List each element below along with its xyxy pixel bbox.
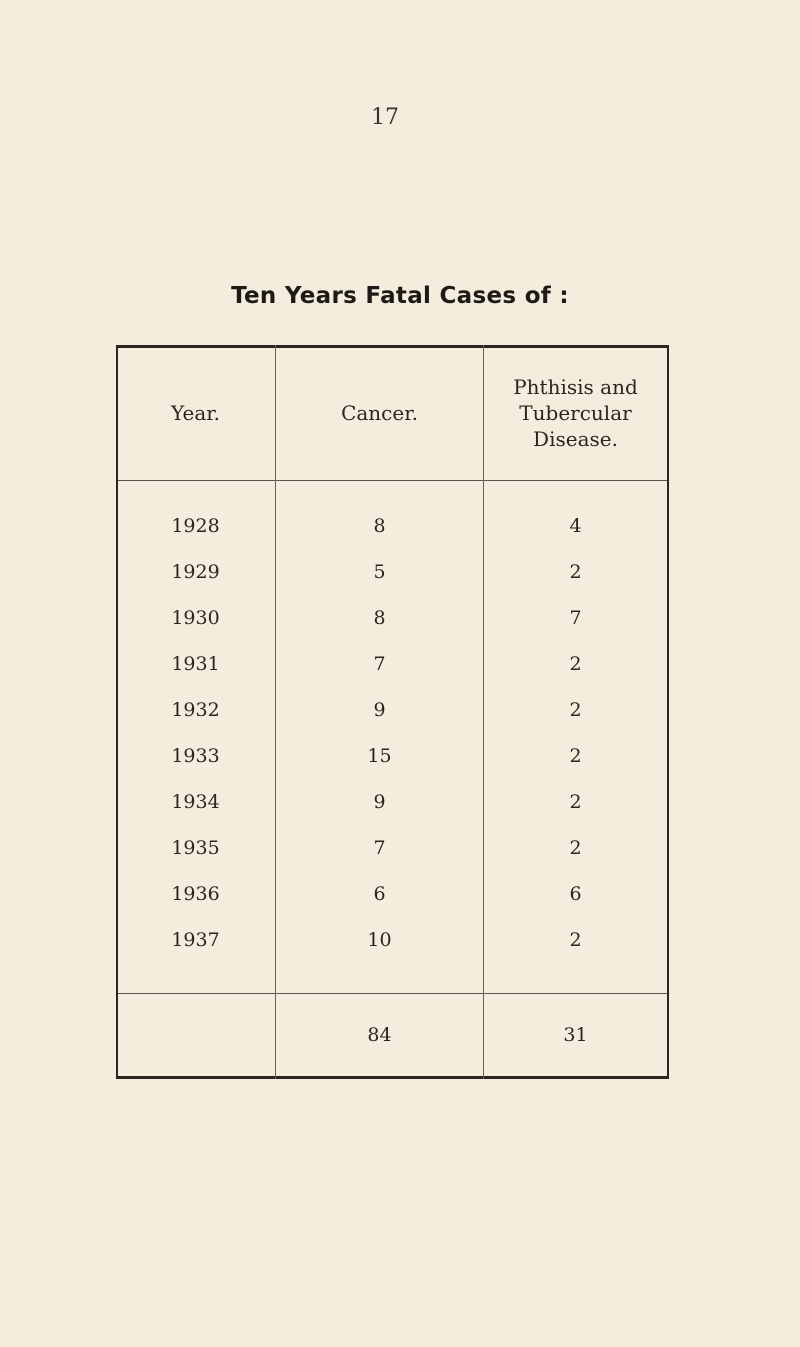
phthisis-cell: 6 <box>569 883 582 905</box>
table-row <box>116 917 669 963</box>
phthisis-cell: 4 <box>569 515 582 537</box>
table-row <box>116 825 669 871</box>
cancer-cell: 15 <box>367 745 392 767</box>
year-cell: 1933 <box>171 745 220 767</box>
cancer-cell: 8 <box>373 515 386 537</box>
total-cancer-cell: 84 <box>367 1024 392 1046</box>
phthisis-cell: 2 <box>569 837 582 859</box>
phthisis-cell: 2 <box>569 699 582 721</box>
total-year-cell <box>116 994 275 1076</box>
totals-row <box>116 994 669 1076</box>
phthisis-cell: 2 <box>569 561 582 583</box>
cancer-cell: 5 <box>373 561 386 583</box>
fatal-cases-table <box>116 345 669 1079</box>
page-title: Ten Years Fatal Cases of : <box>231 283 569 309</box>
header-year <box>116 345 275 480</box>
cancer-cell: 9 <box>373 791 386 813</box>
year-cell: 1935 <box>171 837 220 859</box>
phthisis-cell: 7 <box>569 607 582 629</box>
year-cell: 1929 <box>171 561 220 583</box>
table-row <box>116 503 669 549</box>
phthisis-cell: 2 <box>569 929 582 951</box>
cancer-cell: 10 <box>367 929 392 951</box>
year-cell: 1936 <box>171 883 220 905</box>
year-cell: 1930 <box>171 607 220 629</box>
year-cell: 1937 <box>171 929 220 951</box>
year-cell: 1928 <box>171 515 220 537</box>
header-phthisis-line-3: Disease. <box>533 426 618 451</box>
phthisis-cell: 2 <box>569 745 582 767</box>
header-cancer <box>276 345 483 480</box>
header-cancer-label: Cancer. <box>341 400 418 425</box>
year-cell: 1934 <box>171 791 220 813</box>
cancer-cell: 6 <box>373 883 386 905</box>
phthisis-cell: 2 <box>569 791 582 813</box>
table-row <box>116 687 669 733</box>
cancer-cell: 9 <box>373 699 386 721</box>
year-cell: 1932 <box>171 699 220 721</box>
page-number: 17 <box>371 105 399 130</box>
table-row <box>116 641 669 687</box>
header-phthisis-line-2: Tubercular <box>519 400 632 425</box>
year-cell: 1931 <box>171 653 220 675</box>
cancer-cell: 7 <box>373 653 386 675</box>
cancer-cell: 7 <box>373 837 386 859</box>
table-row <box>116 595 669 641</box>
header-divider <box>116 480 669 481</box>
table-row <box>116 733 669 779</box>
table-row <box>116 871 669 917</box>
header-phthisis <box>484 345 667 480</box>
header-year-label: Year. <box>171 400 220 425</box>
total-phthisis-cell: 31 <box>563 1024 588 1046</box>
header-phthisis-label <box>513 374 638 452</box>
cancer-cell: 8 <box>373 607 386 629</box>
header-phthisis-line-1: Phthisis and <box>513 374 638 399</box>
phthisis-cell: 2 <box>569 653 582 675</box>
table-row <box>116 549 669 595</box>
table-bottom-rule <box>116 1076 669 1079</box>
table-row <box>116 779 669 825</box>
